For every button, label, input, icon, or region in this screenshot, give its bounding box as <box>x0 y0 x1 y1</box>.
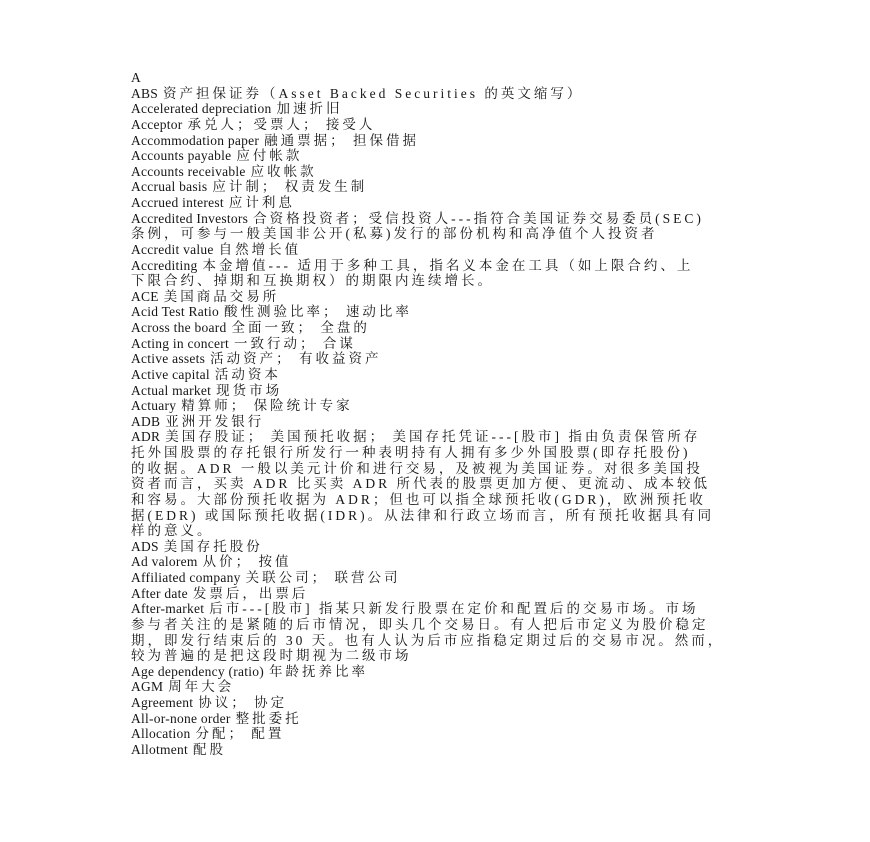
entry-definition: 应计制； 权责发生制 <box>212 179 368 195</box>
glossary-entry <box>131 367 870 383</box>
entry-line <box>131 664 851 680</box>
glossary-entry <box>131 679 870 695</box>
entry-term: Accrediting <box>131 257 198 273</box>
entry-definition-continued: 和容易。大部份预托收据为 ADR；但也可以指全球预托收(GDR)，欧洲预托收 <box>131 491 706 507</box>
entry-term: Accredit value <box>131 241 214 257</box>
glossary-entry <box>131 414 870 430</box>
entry-definition: 关联公司； 联营公司 <box>245 570 401 585</box>
entry-term: Across the board <box>131 320 227 335</box>
entry-line <box>131 336 851 352</box>
entry-term: Accounts receivable <box>131 163 246 179</box>
glossary-entry <box>131 398 870 414</box>
entry-definition-continued: 样的意义。 <box>131 523 214 539</box>
entry-definition: 精算师； 保险统计专家 <box>181 398 353 414</box>
entry-line <box>131 570 851 586</box>
entry-line <box>131 679 851 695</box>
entry-definition-continued: 的收据。ADR 一般以美元计价和进行交易，及被视为美国证券。对很多美国投 <box>131 460 703 476</box>
entry-term: Ad valorem <box>131 554 198 570</box>
entry-definition: 分配； 配置 <box>195 726 285 742</box>
entry-line <box>131 211 851 227</box>
entry-definition: 后市---[股市] 指某只新发行股票在定价和配置后的交易市场。市场 <box>209 601 699 617</box>
entry-line <box>131 304 851 320</box>
entry-definition-continued: 参与者关注的是紧随的后市情况，即头几个交易日。有人把后市定义为股价稳定 <box>131 616 709 632</box>
glossary-entry <box>131 664 870 680</box>
entry-definition-continued: 资者而言，买卖 ADR 比买卖 ADR 所代表的股票更加方便、更流动、成本较低 <box>131 476 711 492</box>
entry-definition-continued: 条例，可参与一般美国非公开(私募)发行的部份机构和高净值个人投资者 <box>131 226 658 242</box>
entry-definition-continued: 据(EDR) 或国际预托收据(IDR)。从法律和行政立场而言，所有预托收据具有同 <box>131 507 715 523</box>
entry-term: Allocation <box>131 726 191 742</box>
entry-line <box>131 164 851 180</box>
entry-definition: 周年大会 <box>168 679 235 695</box>
section-letter: A <box>131 70 141 85</box>
entry-term: Agreement <box>131 695 194 710</box>
entry-term: Accelerated depreciation <box>131 101 272 117</box>
entry-line <box>131 742 851 758</box>
glossary-entry <box>131 554 870 570</box>
entry-definition: 现货市场 <box>216 382 283 398</box>
entry-term: Accrual basis <box>131 179 208 195</box>
entry-line <box>131 601 851 617</box>
entry-line <box>131 320 851 336</box>
entry-line <box>131 117 851 133</box>
entry-line <box>131 711 851 727</box>
glossary-entry <box>131 586 870 602</box>
entry-definition: 年龄抚养比率 <box>268 663 368 679</box>
glossary-entry <box>131 242 870 258</box>
glossary-entry <box>131 539 870 555</box>
entry-definition: 发票后，出票后 <box>192 585 309 601</box>
glossary-entry <box>131 101 870 117</box>
entry-term: Actual market <box>131 382 212 398</box>
entry-definition: 本金增值--- 适用于多种工具，指名义本金在工具（如上限合约、上 <box>202 257 694 273</box>
entry-line <box>131 86 851 102</box>
entry-definition: 配股 <box>193 741 226 757</box>
entry-definition: 协议； 协定 <box>198 695 288 710</box>
entry-line <box>131 695 851 711</box>
entry-definition: 美国存股证； 美国预托收据； 美国存托凭证---[股市] 指由负责保管所存 <box>165 429 701 445</box>
entry-line <box>131 148 851 164</box>
entry-line <box>131 179 851 195</box>
entry-definition: 应收帐款 <box>250 163 317 179</box>
entry-line <box>131 539 851 555</box>
entry-term: ADS <box>131 538 159 554</box>
entry-term: After date <box>131 585 188 601</box>
entry-term: Active capital <box>131 366 210 382</box>
entry-term: Accredited Investors <box>131 210 249 226</box>
glossary-entry <box>131 289 870 305</box>
glossary-entry <box>131 86 870 102</box>
entry-definition: 活动资产； 有收益资产 <box>210 351 382 367</box>
entry-term: ACE <box>131 288 159 304</box>
glossary-entry <box>131 336 870 352</box>
glossary-entry <box>131 695 870 711</box>
glossary-entry <box>131 133 870 149</box>
entry-definition: 一致行动； 合谋 <box>233 335 356 351</box>
glossary-entry <box>131 383 870 399</box>
entry-definition: 活动资本 <box>214 366 281 382</box>
glossary-entry <box>131 148 870 164</box>
entry-term: Active assets <box>131 351 206 367</box>
entry-line <box>131 398 851 414</box>
entry-definition: 从价； 按值 <box>202 554 292 570</box>
glossary-entry <box>131 570 870 586</box>
entry-term: ADR <box>131 429 161 445</box>
entry-definition: 亚洲开发银行 <box>165 413 265 429</box>
entry-line <box>131 101 851 117</box>
entry-term: Accrued interest <box>131 195 224 210</box>
glossary-entry <box>131 351 870 367</box>
entry-term: All-or-none order <box>131 710 231 726</box>
entry-line <box>131 726 851 742</box>
entry-term: Age dependency (ratio) <box>131 663 264 679</box>
glossary-entry <box>131 429 870 538</box>
entry-line <box>131 133 851 149</box>
entry-term: AGM <box>131 679 164 695</box>
entry-line <box>131 367 851 383</box>
entry-term: Allotment <box>131 741 188 757</box>
entry-definition-continued: 较为普遍的是把这段时期视为二级市场 <box>131 648 412 664</box>
entry-definition: 自然增长值 <box>218 241 302 257</box>
glossary-entry <box>131 320 870 336</box>
glossary-entry <box>131 117 870 133</box>
entry-term: After-market <box>131 601 205 617</box>
entry-line <box>131 289 851 305</box>
entry-definition-continued: 托外国股票的存托银行所发行一种表明持有人拥有多少外国股票(即存托股份) <box>131 445 691 460</box>
entry-definition: 合资格投资者；受信投资人---指符合美国证券交易委员(SEC) <box>253 210 704 226</box>
entry-line <box>131 414 851 430</box>
entry-definition: 加速折旧 <box>276 101 343 117</box>
entry-term: ABS <box>131 85 159 101</box>
glossary-entry <box>131 742 870 758</box>
glossary-entry <box>131 711 870 727</box>
entry-definition: 应付帐款 <box>236 148 303 164</box>
entry-term: Accounts payable <box>131 148 232 164</box>
entry-line <box>131 258 851 274</box>
entry-definition-continued: 期，即发行结束后的 30 天。也有人认为后市应指稳定期过后的交易市况。然而， <box>131 632 725 648</box>
entry-definition: 美国存托股份 <box>163 538 263 554</box>
glossary-entry <box>131 304 870 320</box>
entry-definition: 承兑人；受票人； 接受人 <box>187 116 376 132</box>
entry-term: ADB <box>131 413 161 429</box>
entry-line <box>131 242 851 258</box>
entry-line <box>131 554 851 570</box>
entry-term: Acting in concert <box>131 335 229 351</box>
entry-definition: 全面一致； 全盘的 <box>231 320 370 335</box>
entry-definition: 资产担保证券（Asset Backed Securities 的英文缩写） <box>163 85 584 101</box>
glossary-entry <box>131 195 870 211</box>
glossary-entry <box>131 211 870 242</box>
entry-term: Actuary <box>131 398 177 414</box>
glossary-entry <box>131 164 870 180</box>
glossary-entry <box>131 601 870 664</box>
entry-line <box>131 586 851 602</box>
entry-term: Accommodation paper <box>131 132 260 148</box>
entry-line <box>131 351 851 367</box>
entry-definition-continued: 下限合约、掉期和互换期权）的期限内连续增长。 <box>131 273 494 289</box>
entry-definition: 酸性测验比率； 速动比率 <box>224 304 412 320</box>
entry-term: Acid Test Ratio <box>131 304 220 320</box>
entry-line <box>131 195 851 211</box>
entry-term: Acceptor <box>131 116 183 132</box>
glossary-entry <box>131 726 870 742</box>
entry-definition: 融通票据； 担保借据 <box>264 132 419 148</box>
entry-definition: 应计利息 <box>228 195 295 210</box>
entry-definition: 美国商品交易所 <box>163 288 280 304</box>
entry-definition: 整批委托 <box>235 710 302 726</box>
entry-line <box>131 383 851 399</box>
glossary-entry <box>131 179 870 195</box>
entry-line <box>131 429 851 445</box>
glossary-entry <box>131 258 870 289</box>
entry-term: Affiliated company <box>131 570 241 585</box>
